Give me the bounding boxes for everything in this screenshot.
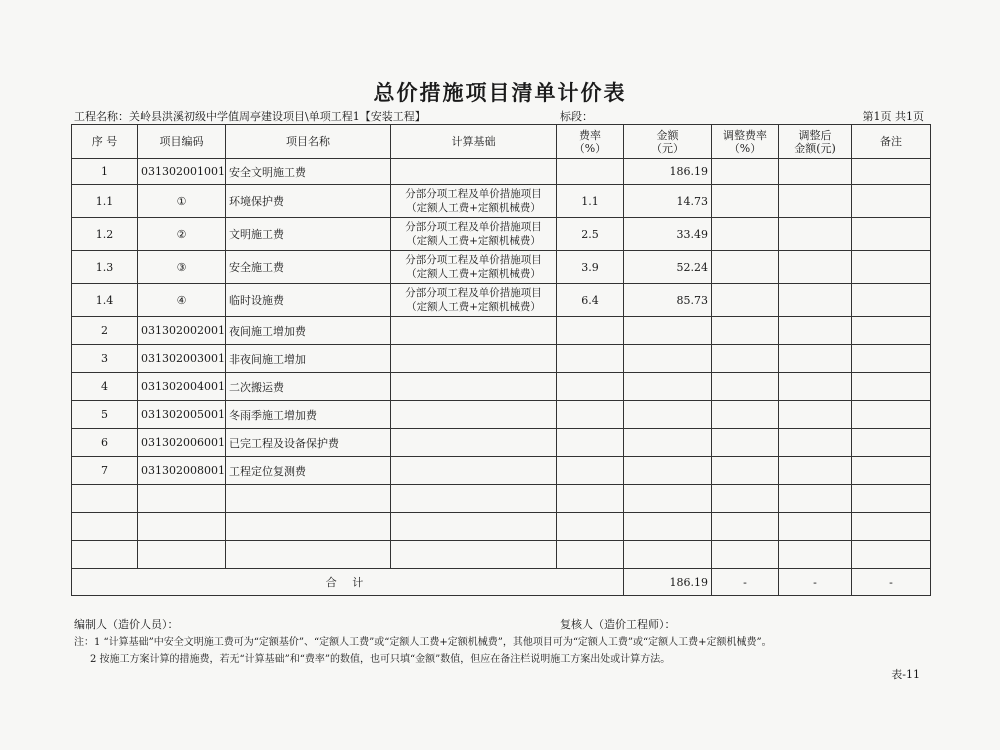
table-row	[72, 284, 931, 317]
cell-rate	[557, 401, 624, 429]
cell-amount	[624, 345, 712, 373]
cell-remark	[852, 218, 931, 251]
note-2: 2 按施工方案计算的措施费，若无“计算基础”和“费率”的数值，也可只填“金额”数值，但应在备注栏说明施工方案出处或计算方法。	[90, 654, 671, 665]
cell-adjusted-rate	[712, 185, 779, 218]
cell-rate	[557, 429, 624, 457]
cell-amount: 85.73	[624, 284, 712, 317]
cell-amount	[624, 317, 712, 345]
header-adjusted-amount: 调整后 金额(元)	[779, 125, 852, 159]
cell-basis: 分部分项工程及单价措施项目 （定额人工费+定额机械费）	[391, 185, 557, 218]
measures-table	[71, 124, 931, 596]
cell-seq: 2	[72, 317, 138, 345]
cell-basis: 分部分项工程及单价措施项目 （定额人工费+定额机械费）	[391, 284, 557, 317]
header-rate: 费率 （%）	[557, 125, 624, 159]
cell-seq: 1.2	[72, 218, 138, 251]
cell-name: 非夜间施工增加	[226, 345, 391, 373]
cell-basis	[391, 429, 557, 457]
cell-code: ④	[138, 284, 226, 317]
cell-amount: 14.73	[624, 185, 712, 218]
cell-rate: 2.5	[557, 218, 624, 251]
cell-rate	[557, 345, 624, 373]
total-adjusted-amount: -	[779, 569, 852, 596]
cell-rate: 6.4	[557, 284, 624, 317]
cell-name: 临时设施费	[226, 284, 391, 317]
cell-name: 环境保护费	[226, 185, 391, 218]
empty-row	[72, 513, 931, 541]
total-remark: -	[852, 569, 931, 596]
cell-code: 031302002001	[138, 317, 226, 345]
cell-code: ③	[138, 251, 226, 284]
cell-remark	[852, 159, 931, 185]
table-row	[72, 159, 931, 185]
header-amount: 金额 （元）	[624, 125, 712, 159]
cell-basis	[391, 401, 557, 429]
table-row	[72, 218, 931, 251]
cell-rate	[557, 373, 624, 401]
cell-adjusted-amount	[779, 317, 852, 345]
cell-remark	[852, 251, 931, 284]
cell-rate	[557, 457, 624, 485]
cell-adjusted-rate	[712, 284, 779, 317]
cell-seq: 3	[72, 345, 138, 373]
cell-seq: 5	[72, 401, 138, 429]
total-label: 合 计	[72, 569, 624, 596]
table-row	[72, 401, 931, 429]
header-code: 项目编码	[138, 125, 226, 159]
table-row	[72, 185, 931, 218]
cell-name: 冬雨季施工增加费	[226, 401, 391, 429]
cell-basis	[391, 159, 557, 185]
prepared-by: 编制人（造价人员）：	[74, 618, 179, 631]
cell-code: ②	[138, 218, 226, 251]
cell-remark	[852, 185, 931, 218]
cell-name: 二次搬运费	[226, 373, 391, 401]
cell-rate: 3.9	[557, 251, 624, 284]
cell-name: 文明施工费	[226, 218, 391, 251]
cell-seq: 4	[72, 373, 138, 401]
cell-adjusted-rate	[712, 457, 779, 485]
cell-adjusted-amount	[779, 373, 852, 401]
table-row	[72, 345, 931, 373]
cell-seq: 7	[72, 457, 138, 485]
cell-adjusted-amount	[779, 185, 852, 218]
cell-code: 031302008001	[138, 457, 226, 485]
cell-seq: 1.1	[72, 185, 138, 218]
total-row	[72, 569, 931, 596]
cell-name: 夜间施工增加费	[226, 317, 391, 345]
cell-remark	[852, 317, 931, 345]
header-row	[72, 125, 931, 159]
reviewed-by: 复核人（造价工程师）：	[560, 618, 676, 631]
project-name: 工程名称：关岭县洪溪初级中学值周亭建设项目\单项工程1【安装工程】	[74, 110, 426, 123]
cell-adjusted-rate	[712, 429, 779, 457]
cell-name: 安全文明施工费	[226, 159, 391, 185]
cell-remark	[852, 345, 931, 373]
table-row	[72, 457, 931, 485]
cell-adjusted-amount	[779, 251, 852, 284]
cell-adjusted-rate	[712, 317, 779, 345]
cell-adjusted-rate	[712, 373, 779, 401]
cell-adjusted-amount	[779, 159, 852, 185]
total-adjusted-rate: -	[712, 569, 779, 596]
table-row	[72, 251, 931, 284]
header-remark: 备注	[852, 125, 931, 159]
cell-name: 工程定位复测费	[226, 457, 391, 485]
cell-amount	[624, 429, 712, 457]
cell-basis: 分部分项工程及单价措施项目 （定额人工费+定额机械费）	[391, 218, 557, 251]
cell-rate	[557, 159, 624, 185]
cell-amount	[624, 373, 712, 401]
cell-code: 031302003001	[138, 345, 226, 373]
cell-code: 031302005001	[138, 401, 226, 429]
cell-remark	[852, 401, 931, 429]
page-title: 总价措施项目清单计价表	[373, 80, 627, 105]
cell-amount: 52.24	[624, 251, 712, 284]
header-basis: 计算基础	[391, 125, 557, 159]
cell-name: 安全施工费	[226, 251, 391, 284]
empty-row	[72, 541, 931, 569]
cell-remark	[852, 373, 931, 401]
cell-code: 031302004001	[138, 373, 226, 401]
cell-code: 031302001001	[138, 159, 226, 185]
cell-adjusted-rate	[712, 401, 779, 429]
cell-code: ①	[138, 185, 226, 218]
empty-row	[72, 485, 931, 513]
form-code: 表-11	[891, 668, 920, 681]
cell-rate: 1.1	[557, 185, 624, 218]
cell-basis	[391, 373, 557, 401]
cell-amount: 186.19	[624, 159, 712, 185]
header-name: 项目名称	[226, 125, 391, 159]
cell-adjusted-rate	[712, 159, 779, 185]
table-row	[72, 317, 931, 345]
cell-basis	[391, 317, 557, 345]
cell-adjusted-amount	[779, 345, 852, 373]
cell-adjusted-rate	[712, 218, 779, 251]
cell-adjusted-amount	[779, 284, 852, 317]
cell-adjusted-rate	[712, 251, 779, 284]
cell-adjusted-amount	[779, 401, 852, 429]
cell-rate	[557, 317, 624, 345]
cell-amount	[624, 457, 712, 485]
section-label: 标段：	[560, 110, 593, 123]
cell-basis	[391, 345, 557, 373]
cell-remark	[852, 457, 931, 485]
cell-basis: 分部分项工程及单价措施项目 （定额人工费+定额机械费）	[391, 251, 557, 284]
total-amount: 186.19	[624, 569, 712, 596]
cell-amount	[624, 401, 712, 429]
cell-remark	[852, 429, 931, 457]
cell-seq: 1	[72, 159, 138, 185]
table-row	[72, 429, 931, 457]
cell-adjusted-amount	[779, 218, 852, 251]
page-number: 第1页 共1页	[862, 110, 924, 123]
cell-remark	[852, 284, 931, 317]
cell-basis	[391, 457, 557, 485]
cell-name: 已完工程及设备保护费	[226, 429, 391, 457]
header-seq: 序 号	[72, 125, 138, 159]
cell-seq: 6	[72, 429, 138, 457]
cell-amount: 33.49	[624, 218, 712, 251]
cell-adjusted-amount	[779, 429, 852, 457]
table-row	[72, 373, 931, 401]
cell-adjusted-amount	[779, 457, 852, 485]
cell-seq: 1.3	[72, 251, 138, 284]
note-1: 注：1 “计算基础”中安全文明施工费可为“定额基价”、“定额人工费”或“定额人工费+定额机械费”，其他项目可为“定额人工费”或“定额人工费+定额机械费”。	[74, 637, 772, 648]
cell-seq: 1.4	[72, 284, 138, 317]
header-adjusted-rate: 调整费率 （%）	[712, 125, 779, 159]
cell-code: 031302006001	[138, 429, 226, 457]
cell-adjusted-rate	[712, 345, 779, 373]
